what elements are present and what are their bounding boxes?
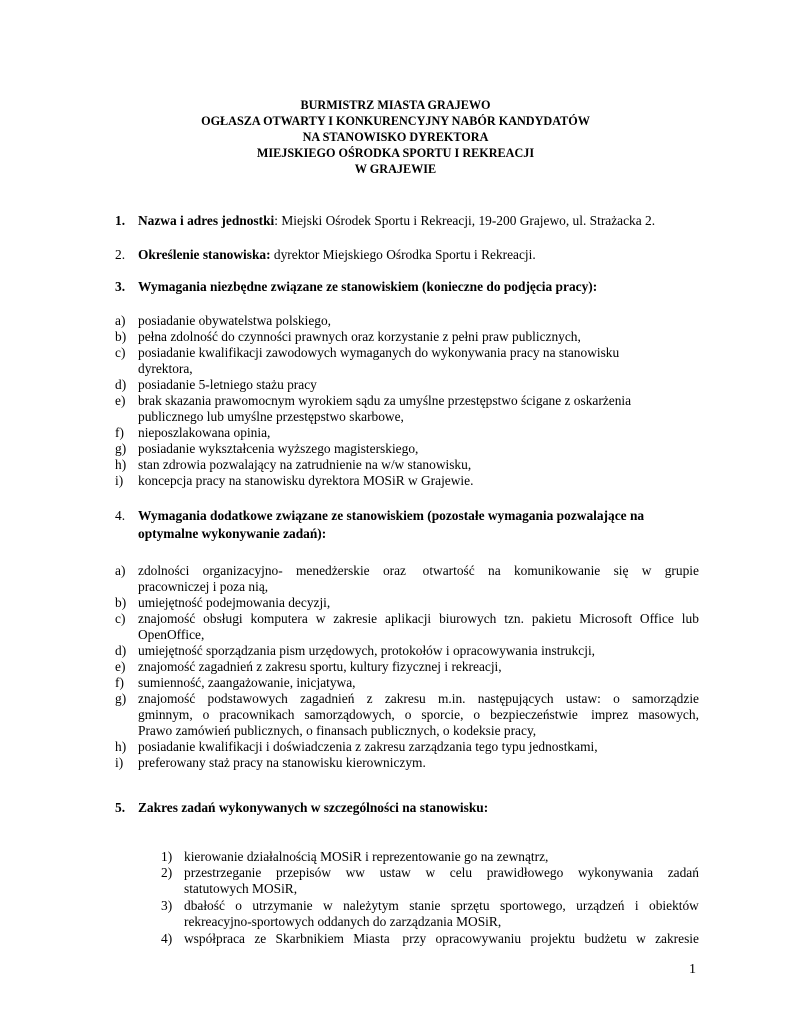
word: otwartość	[422, 563, 475, 578]
word: wykonywania	[577, 865, 654, 880]
header-line-3: NA STANOWISKO DYREKTORA	[302, 130, 489, 144]
word: pracownikach	[219, 707, 295, 722]
list4-item-justified	[138, 707, 699, 723]
list4-marker: h)	[115, 739, 127, 754]
word: o	[473, 707, 481, 722]
list4-marker: i)	[115, 755, 124, 770]
word: na	[488, 563, 501, 578]
section-2-text	[138, 247, 536, 263]
page-number: 1	[689, 962, 696, 977]
list3-marker: g)	[115, 441, 127, 456]
word: w	[315, 611, 326, 626]
section-4-number: 4.	[115, 508, 126, 523]
section-2-label: Określenie stanowiska:	[138, 247, 271, 262]
list3-marker: c)	[115, 345, 126, 360]
section-2-value: dyrektor Miejskiego Ośrodka Sportu i Rekreacji.	[270, 247, 536, 262]
section-1-value: : Miejski Ośrodek Sportu i Rekreacji, 19-200 Grajewo, ul. Strażacka 2.	[274, 213, 656, 228]
word: przy	[402, 931, 427, 946]
section-4-title: Wymagania dodatkowe związane ze stanowiskiem (pozostałe wymagania pozwalające na	[138, 508, 645, 523]
list3-item: posiadanie kwalifikacji zawodowych wymaganych do wykonywania pracy na stanowisku	[138, 345, 620, 360]
word: w	[425, 865, 436, 880]
word: oraz	[382, 563, 410, 578]
header-line-4: MIEJSKIEGO OŚRODKA SPORTU I REKREACJI	[256, 146, 535, 160]
word: w	[641, 563, 652, 578]
list3-item: brak skazania prawomocnym wyrokiem sądu za umyślne przestępstwo ścigane z oskarżenia	[138, 393, 632, 408]
list4-item-cont: OpenOffice,	[138, 627, 205, 642]
word: Microsoft	[579, 611, 633, 626]
list4-item-justified	[138, 611, 699, 627]
list4-item-cont: Prawo zamówień publicznych, o finansach publicznych, o kodeksie pracy,	[138, 723, 537, 738]
word: się	[613, 563, 629, 578]
list3-marker: b)	[115, 329, 127, 344]
word: dbałość	[184, 898, 225, 913]
word: ze	[254, 931, 267, 946]
word: należytym	[343, 898, 399, 913]
section-5-number: 5.	[115, 800, 126, 815]
list3-item-cont: dyrektora,	[138, 361, 193, 376]
word: Skarbnikiem	[275, 931, 344, 946]
word: projektu	[530, 931, 576, 946]
word: m.in.	[438, 691, 466, 706]
list3-marker: a)	[115, 313, 126, 328]
word: pakietu	[531, 611, 572, 626]
list4-item: umiejętność sporządzania pism urzędowych, protokołów i opracowywania instrukcji,	[138, 643, 596, 658]
word: podstawowych	[207, 691, 288, 706]
list4-item: sumienność, zaangażowanie, inicjatywa,	[138, 675, 356, 690]
header-line-1: BURMISTRZ MIASTA GRAJEWO	[300, 98, 491, 112]
list5-marker: 2)	[161, 865, 173, 880]
list5-item-justified	[184, 931, 699, 947]
list3-item: koncepcja pracy na stanowisku dyrektora MOSiR w Grajewie.	[138, 473, 474, 488]
word: imprez	[591, 707, 629, 722]
list4-marker: f)	[115, 675, 124, 690]
word: o	[613, 691, 620, 706]
header-line-2: OGŁASZA OTWARTY I KONKURENCYJNY NABÓR KANDYDATÓW	[201, 114, 590, 128]
word: znajomość	[138, 611, 196, 626]
word: zakresu	[384, 691, 426, 706]
word: menedżerskie	[296, 563, 370, 578]
word: aplikacji	[385, 611, 432, 626]
word: lub	[681, 611, 699, 626]
word: zakresie	[655, 931, 699, 946]
word: znajomość	[138, 691, 196, 706]
section-5-title: Zakres zadań wykonywanych w szczególności na stanowisku:	[138, 800, 489, 815]
list3-item: posiadanie obywatelstwa polskiego,	[138, 313, 332, 328]
word: komputera	[250, 611, 308, 626]
word: bezpieczeństwie	[490, 707, 582, 722]
list4-item-justified	[138, 563, 699, 579]
list3-item: pełna zdolność do czynności prawnych oraz korzystanie z pełni praw publicznych,	[138, 329, 581, 344]
word: budżetu	[584, 931, 627, 946]
word: o	[404, 707, 412, 722]
list3-item-cont: publicznego lub umyślne przestępstwo skarbowe,	[138, 409, 404, 424]
word: sportowego,	[499, 898, 566, 913]
list4-marker: c)	[115, 611, 126, 626]
word: gminnym,	[138, 707, 193, 722]
list4-marker: b)	[115, 595, 127, 610]
section-3-number: 3.	[115, 279, 126, 294]
list4-item: znajomość zagadnień z zakresu sportu, kultury fizycznej i rekreacji,	[138, 659, 502, 674]
list5-item: kierowanie działalnością MOSiR i reprezentowanie go na zewnątrz,	[184, 849, 549, 864]
list3-marker: e)	[115, 393, 126, 408]
list3-item: posiadanie 5-letniego stażu pracy	[138, 377, 317, 392]
list3-marker: i)	[115, 473, 124, 488]
list4-marker: a)	[115, 563, 126, 578]
word: o	[235, 898, 242, 913]
word: ww	[345, 865, 365, 880]
word: zakresie	[333, 611, 378, 626]
word: grupie	[664, 563, 699, 578]
list4-marker: d)	[115, 643, 127, 658]
list5-item-justified	[184, 898, 699, 914]
section-3-title: Wymagania niezbędne związane ze stanowiskiem (konieczne do podjęcia pracy):	[138, 279, 598, 294]
word: organizacyjno-	[202, 563, 283, 578]
list5-item-justified	[184, 865, 699, 881]
word: sprzętu	[450, 898, 490, 913]
list3-item: nieposzlakowana opinia,	[138, 425, 271, 440]
list4-item-cont: pracowniczej i poza nią,	[138, 579, 269, 594]
word: zadań	[667, 865, 699, 880]
list3-marker: f)	[115, 425, 124, 440]
word: masowych,	[638, 707, 699, 722]
word: celu	[449, 865, 473, 880]
list4-item: preferowany staż pracy na stanowisku kierowniczym.	[138, 755, 426, 770]
word: biurowych	[439, 611, 497, 626]
word: tzn.	[504, 611, 524, 626]
word: i	[634, 898, 639, 913]
list5-marker: 4)	[161, 931, 173, 946]
word: urządzeń	[576, 898, 625, 913]
list4-marker: g)	[115, 691, 127, 706]
word: obiektów	[649, 898, 699, 913]
list3-marker: d)	[115, 377, 127, 392]
section-2-number: 2.	[115, 247, 126, 262]
word: samorządzie	[632, 691, 699, 706]
word: samorządowych,	[304, 707, 395, 722]
word: następujących	[477, 691, 554, 706]
word: przestrzeganie	[184, 865, 262, 880]
word: Miasta	[353, 931, 394, 946]
word: z	[366, 691, 373, 706]
list4-item: posiadanie kwalifikacji i doświadczenia z zakresu zarządzania tego typu jednostkami,	[138, 739, 598, 754]
word: prawidłowego	[486, 865, 564, 880]
word: zagadnień	[300, 691, 355, 706]
list4-marker: e)	[115, 659, 126, 674]
section-1-label: Nazwa i adres jednostki	[138, 213, 275, 228]
list4-item-justified	[138, 691, 699, 707]
word: stanie	[409, 898, 441, 913]
list3-marker: h)	[115, 457, 127, 472]
word: współpraca	[184, 931, 245, 946]
header-line-5: W GRAJEWIE	[354, 162, 437, 176]
word: zdolności	[138, 563, 190, 578]
word: ustaw	[379, 865, 411, 880]
word: opracowywaniu	[435, 931, 522, 946]
list5-item-cont: rekreacyjno-sportowych oddanych do zarządzania MOSiR,	[184, 914, 502, 929]
list5-item-cont: statutowych MOSiR,	[184, 881, 298, 896]
section-1-number: 1.	[115, 213, 126, 228]
section-4-title-cont: optymalne wykonywanie zadań):	[138, 526, 327, 541]
word: Office	[639, 611, 674, 626]
word: utrzymanie	[252, 898, 313, 913]
word: sporcie,	[421, 707, 464, 722]
list3-item: posiadanie wykształcenia wyższego magisterskiego,	[138, 441, 419, 456]
word: w	[323, 898, 333, 913]
list3-item: stan zdrowia pozwalający na zatrudnienie na w/w stanowisku,	[138, 457, 472, 472]
word: o	[202, 707, 210, 722]
word: komunikowanie	[513, 563, 601, 578]
word: w	[636, 931, 646, 946]
section-1-text	[138, 213, 655, 229]
word: ustaw:	[565, 691, 601, 706]
word: przepisów	[275, 865, 331, 880]
word: obsługi	[203, 611, 243, 626]
list5-marker: 3)	[161, 898, 173, 913]
list4-item: umiejętność podejmowania decyzji,	[138, 595, 331, 610]
list5-marker: 1)	[161, 849, 173, 864]
